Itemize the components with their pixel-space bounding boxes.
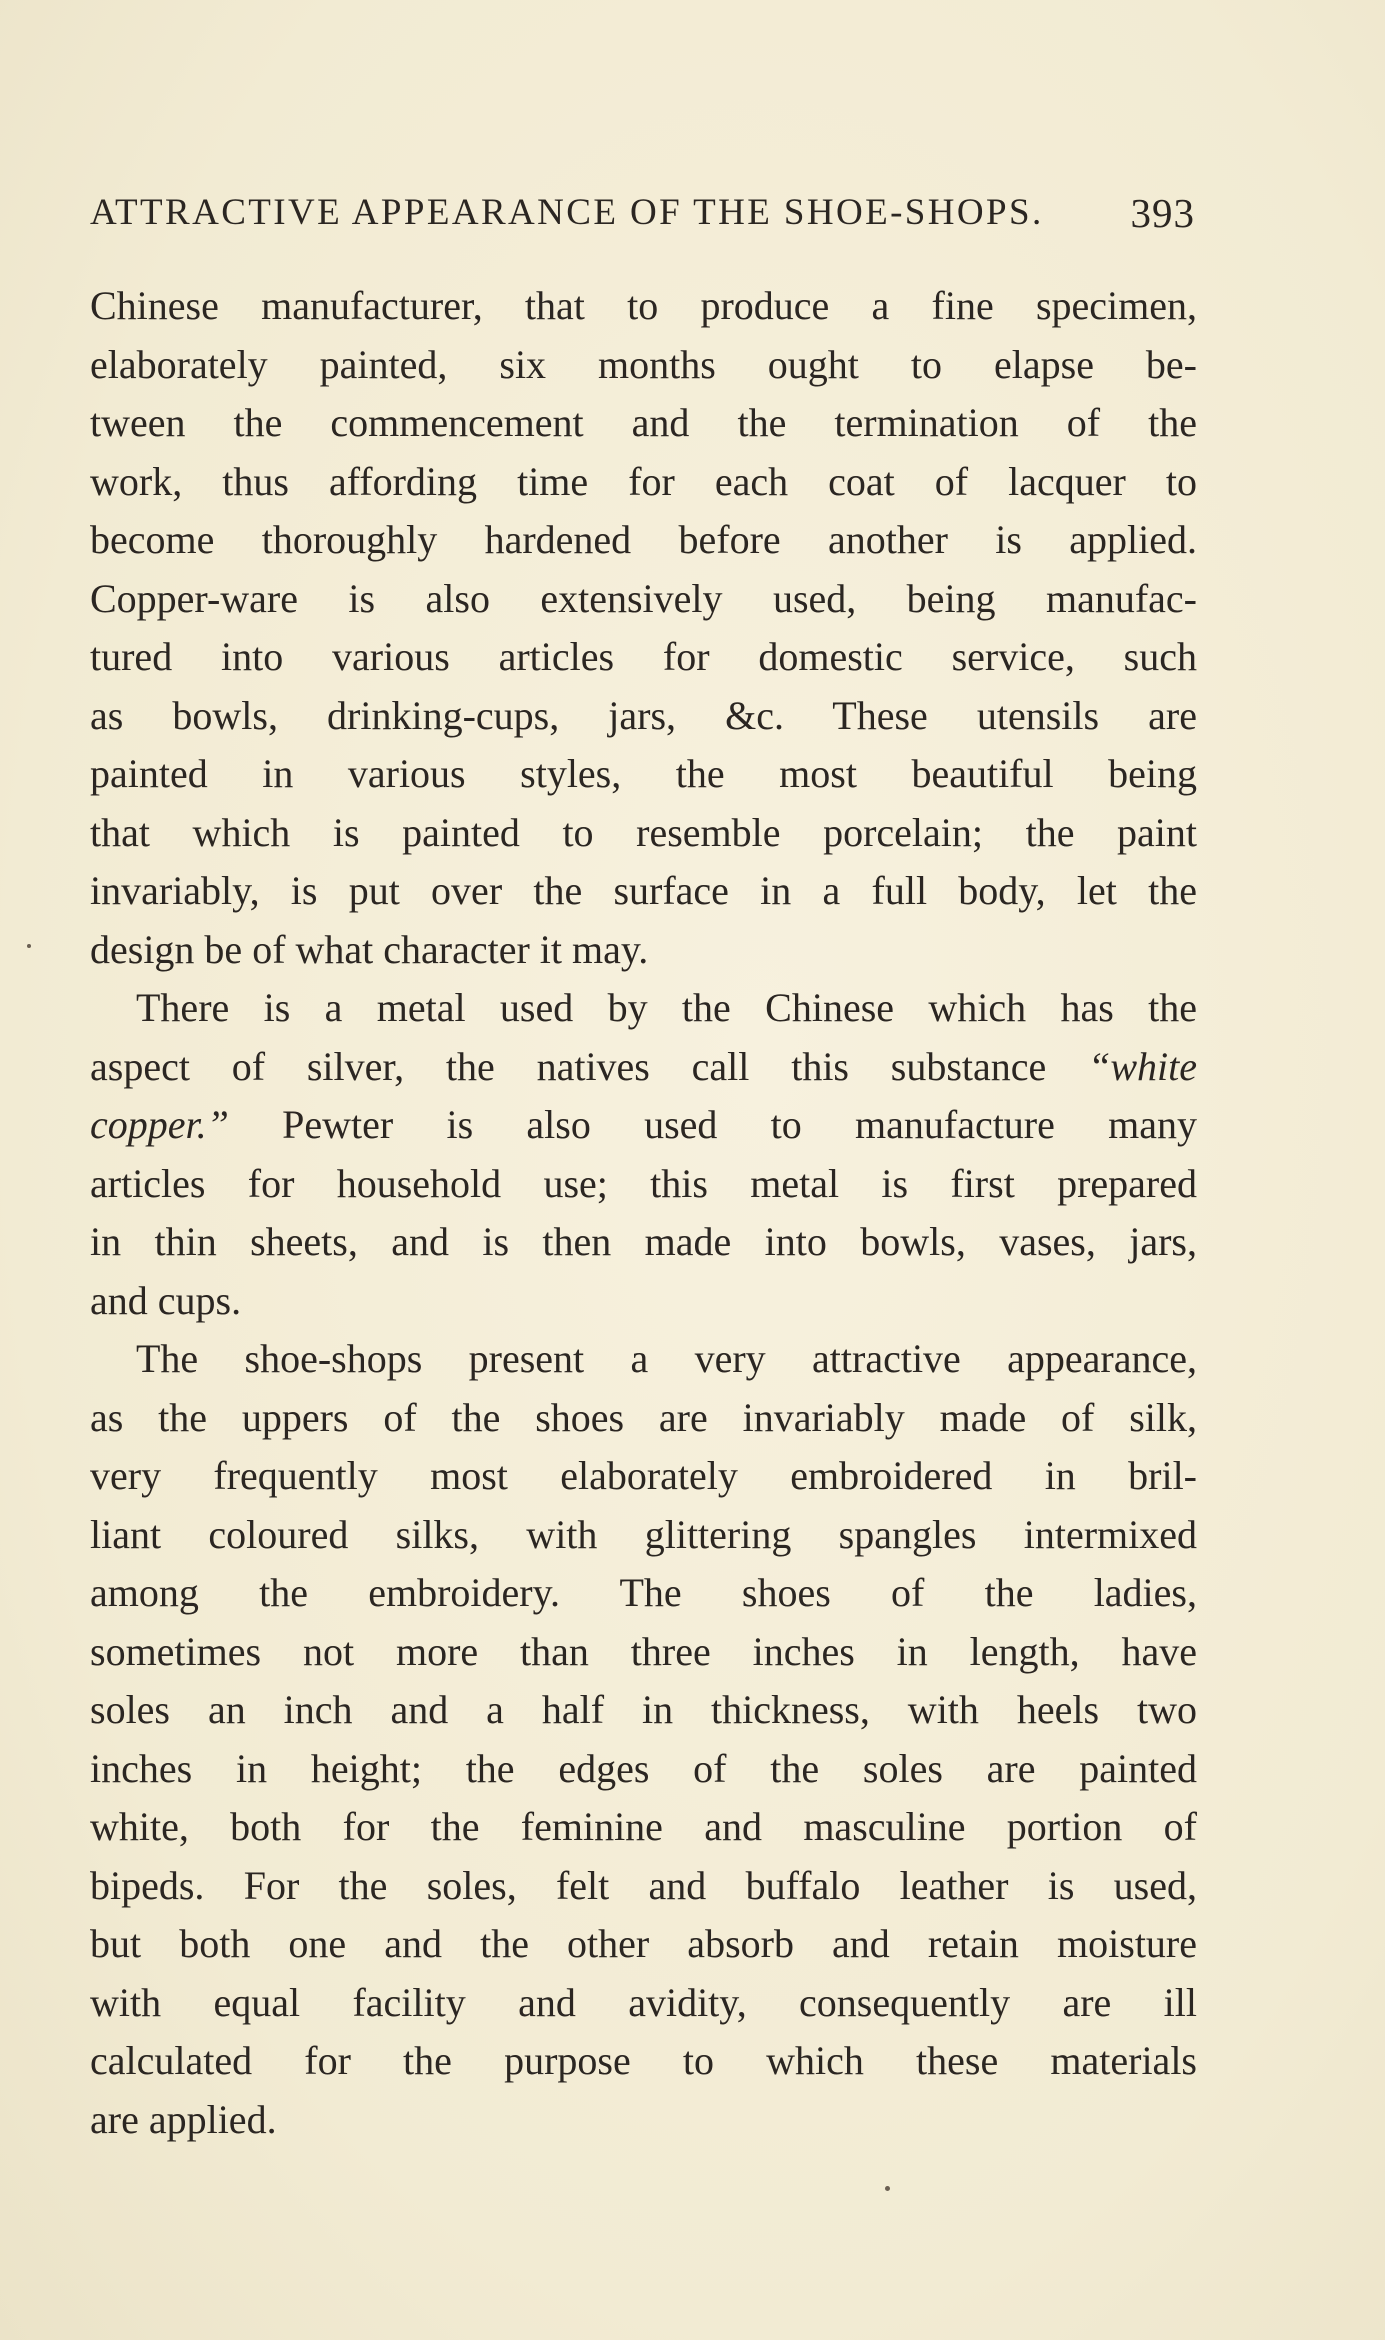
text-line: among the embroidery. The shoes of the ladies, (90, 1570, 1197, 1615)
text-line: become thoroughly hardened before another is applied. (90, 517, 1197, 562)
text-fragment: Pewter is also used to manufacture many (282, 1102, 1197, 1147)
text-line: inches in height; the edges of the soles are painted (90, 1745, 1197, 1791)
text-line: very frequently most elaborately embroidered in bril- (90, 1453, 1197, 1498)
text-line: but both one and the other absorb and retain moisture (90, 1921, 1197, 1966)
running-title: ATTRACTIVE APPEARANCE OF THE SHOE-SHOPS. (90, 192, 1044, 233)
text-line: design be of what character it may. (90, 926, 649, 972)
text-line: Copper-ware is also extensively used, being manufac- (90, 575, 1197, 621)
text-line: Chinese manufacturer, that to produce a fine specimen, (90, 283, 1197, 328)
text-line: The shoe-shops present a very attractive appearance, (136, 1336, 1197, 1381)
paper-speck (27, 944, 31, 948)
text-line: work, thus affording time for each coat of lacquer to (90, 458, 1197, 504)
text-line: tween the commencement and the termination of the (90, 400, 1197, 445)
text-line: liant coloured silks, with glittering spangles intermixed (90, 1511, 1197, 1557)
text-line: sometimes not more than three inches in length, have (90, 1628, 1197, 1674)
page-header (90, 183, 1195, 243)
italic-term-continued: copper.” (90, 1102, 229, 1147)
text-line: painted in various styles, the most beautiful being (90, 751, 1197, 796)
body-text (90, 277, 1197, 2149)
text-line: tured into various articles for domestic service, such (90, 634, 1197, 679)
text-line: elaborately painted, six months ought to elapse be- (90, 341, 1197, 387)
italic-term: “white (1088, 1043, 1197, 1089)
text-line (90, 1096, 1197, 1155)
text-line: in thin sheets, and is then made into bowls, vases, jars, (90, 1219, 1197, 1264)
paper-speck (885, 2186, 890, 2191)
text-line (90, 1038, 1197, 1097)
text-line: as bowls, drinking-cups, jars, &c. These utensils are (90, 692, 1197, 738)
page-number: 393 (1130, 190, 1195, 236)
text-line: that which is painted to resemble porcelain; the paint (90, 809, 1197, 855)
text-line: There is a metal used by the Chinese which has the (136, 985, 1197, 1030)
text-line: and cups. (90, 1277, 242, 1323)
text-line: as the uppers of the shoes are invariably made of silk, (90, 1394, 1197, 1440)
text-line: invariably, is put over the surface in a full body, let the (90, 868, 1197, 913)
text-line: calculated for the purpose to which these materials (90, 2038, 1197, 2083)
text-line: white, both for the feminine and masculine portion of (90, 1804, 1197, 1849)
text-line: bipeds. For the soles, felt and buffalo leather is used, (90, 1862, 1197, 1908)
text-line: are applied. (90, 2096, 277, 2142)
text-line: articles for household use; this metal is first prepared (90, 1160, 1197, 1206)
text-line: soles an inch and a half in thickness, with heels two (90, 1687, 1197, 1732)
text-fragment: aspect of silver, the natives call this substance (90, 1043, 1047, 1089)
text-line: with equal facility and avidity, consequently are ill (90, 1979, 1197, 2025)
